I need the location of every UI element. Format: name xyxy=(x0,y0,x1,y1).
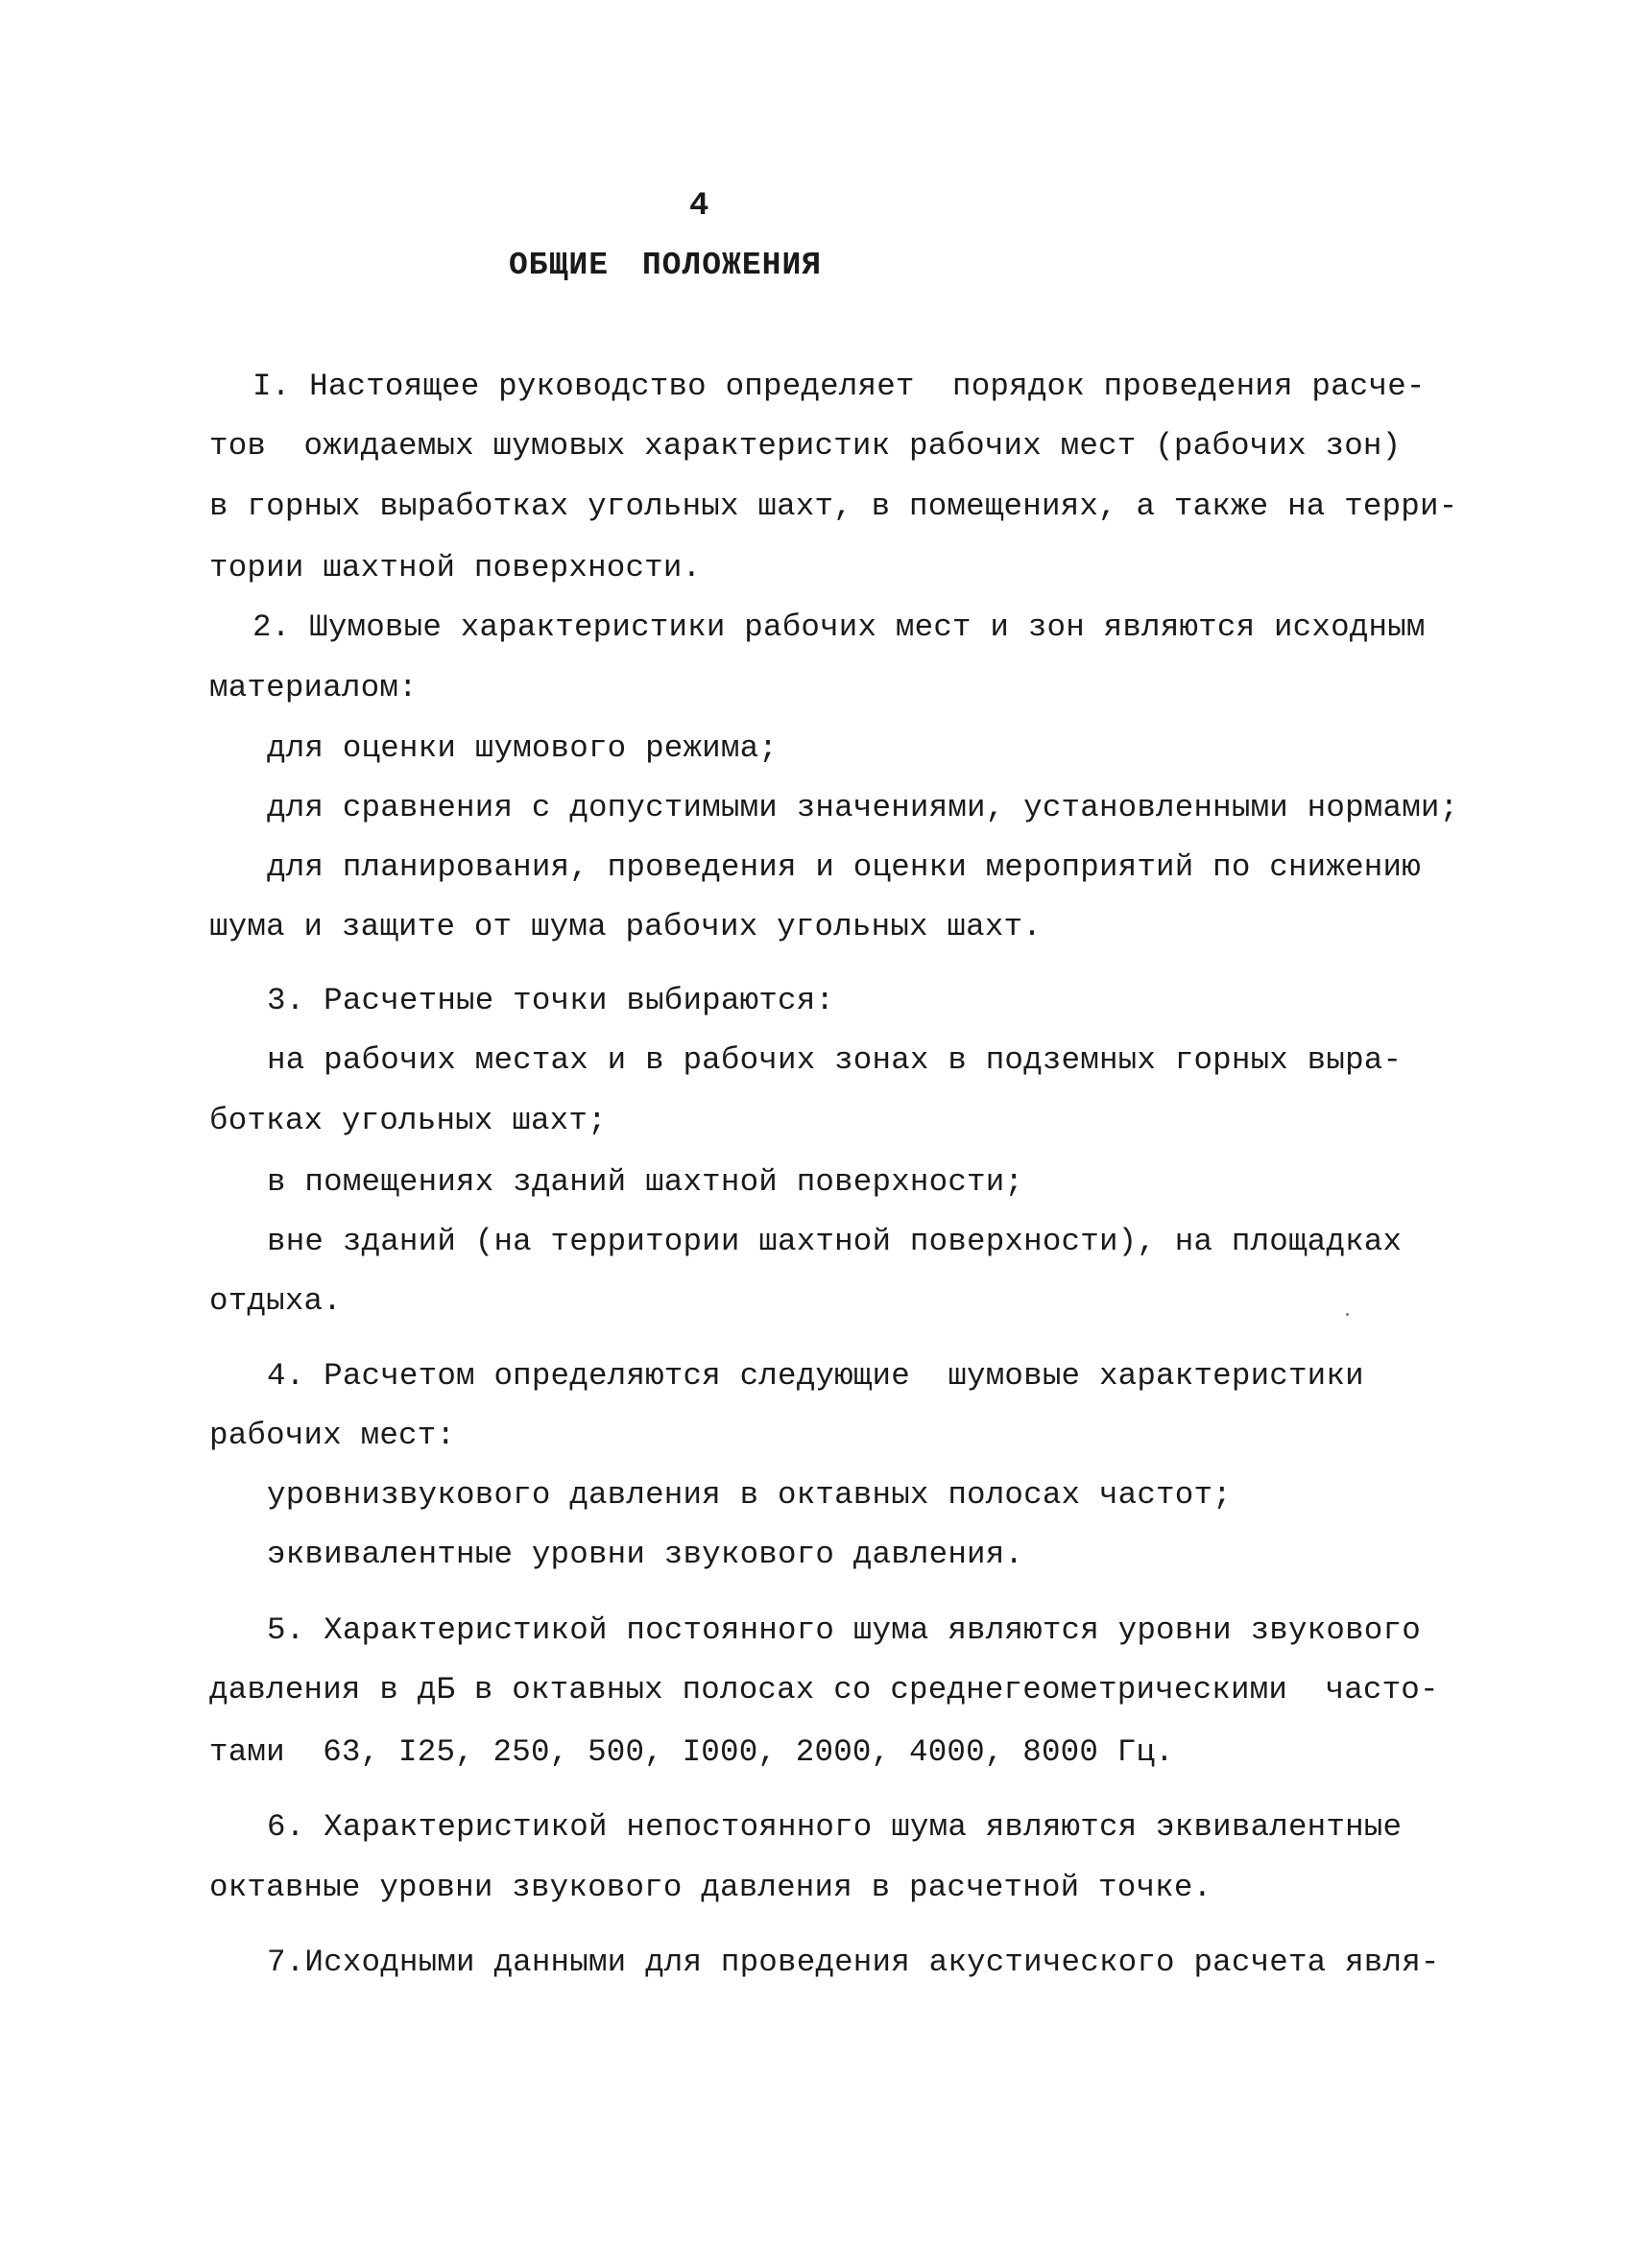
text-line: материалом: xyxy=(209,670,418,705)
text-line: 5. Характеристикой постоянного шума являются уровни звукового xyxy=(267,1612,1421,1648)
text-line: 6. Характеристикой непостоянного шума являются эквивалентные xyxy=(267,1809,1403,1845)
text-line: 2. Шумовые характеристики рабочих мест и зон являются исходным xyxy=(252,609,1426,645)
text-line: вне зданий (на территории шахтной поверхности), на площадках xyxy=(267,1224,1403,1259)
text-line: в помещениях зданий шахтной поверхности; xyxy=(267,1164,1024,1200)
text-line: уровнизвукового давления в октавных полосах частот; xyxy=(267,1477,1232,1513)
text-line: ботках угольных шахт; xyxy=(209,1103,607,1138)
text-line: на рабочих местах и в рабочих зонах в подземных горных выра- xyxy=(267,1042,1403,1078)
text-line: I. Настоящее руководство определяет порядок проведения расче- xyxy=(252,369,1426,404)
text-line: 7.Исходными данными для проведения акустического расчета явля- xyxy=(267,1945,1440,1980)
text-line: тами 63, I25, 250, 500, I000, 2000, 4000, 8000 Гц. xyxy=(209,1734,1174,1770)
text-line: октавные уровни звукового давления в расчетной точке. xyxy=(209,1870,1212,1905)
text-line: давления в дБ в октавных полосах со среднегеометрическими часто- xyxy=(209,1672,1439,1707)
text-line: шума и защите от шума рабочих угольных шахт. xyxy=(209,909,1042,944)
text-line: 3. Расчетные точки выбираются: xyxy=(267,983,835,1018)
text-line: для сравнения с допустимыми значениями, установленными нормами; xyxy=(267,790,1459,825)
text-line: в горных выработках угольных шахт, в помещениях, а также на терри- xyxy=(209,489,1458,524)
text-line: отдыха. xyxy=(209,1283,342,1319)
text-line: тории шахтной поверхности. xyxy=(209,550,702,585)
section-heading: ОБЩИЕ ПОЛОЖЕНИЯ xyxy=(509,248,823,283)
text-line: эквивалентные уровни звукового давления. xyxy=(267,1537,1024,1572)
text-line: тов ожидаемых шумовых характеристик рабочих мест (рабочих зон) xyxy=(209,428,1402,464)
text-line: для оценки шумового режима; xyxy=(267,730,778,766)
text-line: для планирования, проведения и оценки мероприятий по снижению xyxy=(267,849,1421,885)
text-line: рабочих мест: xyxy=(209,1418,456,1453)
page-number: 4 xyxy=(689,188,709,225)
scan-speck xyxy=(1346,1313,1349,1316)
text-line: 4. Расчетом определяются следующие шумовые характеристики xyxy=(267,1358,1364,1394)
